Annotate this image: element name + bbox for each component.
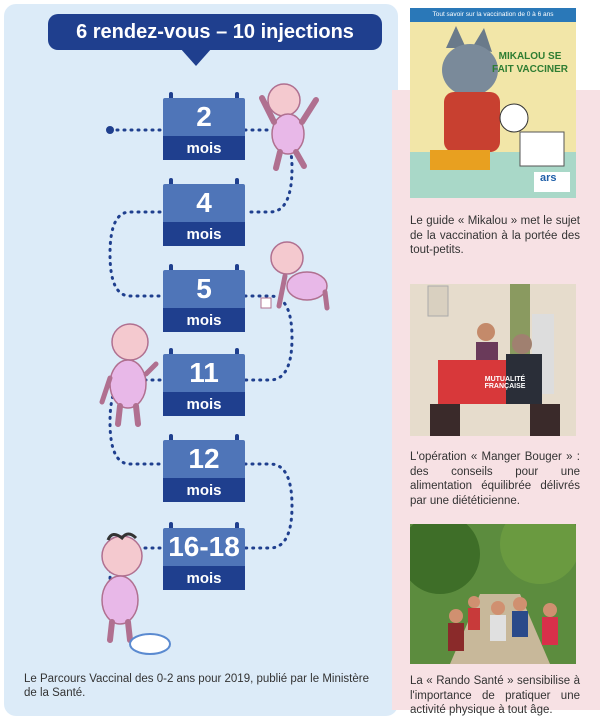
banner-title: 6 rendez-vous – 10 injections: [48, 14, 382, 50]
left-caption: Le Parcours Vaccinal des 0-2 ans pour 2019, publié par le Ministère de la Santé.: [24, 673, 369, 699]
book-cover-image: [410, 8, 576, 198]
baby-illustration-potty: [92, 530, 172, 660]
baby-illustration-arms-up: [258, 78, 328, 174]
caption-manger-bouger: L'opération « Manger Bouger » : des conseils pour une alimentation équilibrée délivrés par une diététicienne.: [410, 451, 580, 507]
book-title: MIKALOU SE FAIT VACCINER: [492, 51, 568, 75]
calendar-16-18-months: 16-18 mois: [163, 528, 245, 590]
manger-bouger-photo: [410, 284, 576, 436]
caption-mikalou: Le guide « Mikalou » met le sujet de la vaccination à la portée des tout-petits.: [410, 215, 580, 256]
calendar-2-months: 2 mois: [163, 98, 245, 160]
baby-illustration-standing: [96, 320, 166, 430]
calendar-11-months: 11 mois: [163, 354, 245, 416]
baby-illustration-crawling: [255, 236, 335, 316]
caption-rando-sante: La « Rando Santé » sensibilise à l'importance de pratiquer une activité physique à tout âge.: [410, 675, 580, 716]
calendar-4-months: 4 mois: [163, 184, 245, 246]
mutualite-banner: MUTUALITÉ FRANÇAISE: [484, 376, 526, 390]
ars-logo: ars: [540, 172, 557, 184]
calendar-12-months: 12 mois: [163, 440, 245, 502]
banner-arrow: [180, 48, 212, 66]
calendar-5-months: 5 mois: [163, 270, 245, 332]
rando-sante-photo: [410, 524, 576, 664]
book-top-strip: Tout savoir sur la vaccination de 0 à 6 ans: [410, 8, 576, 22]
